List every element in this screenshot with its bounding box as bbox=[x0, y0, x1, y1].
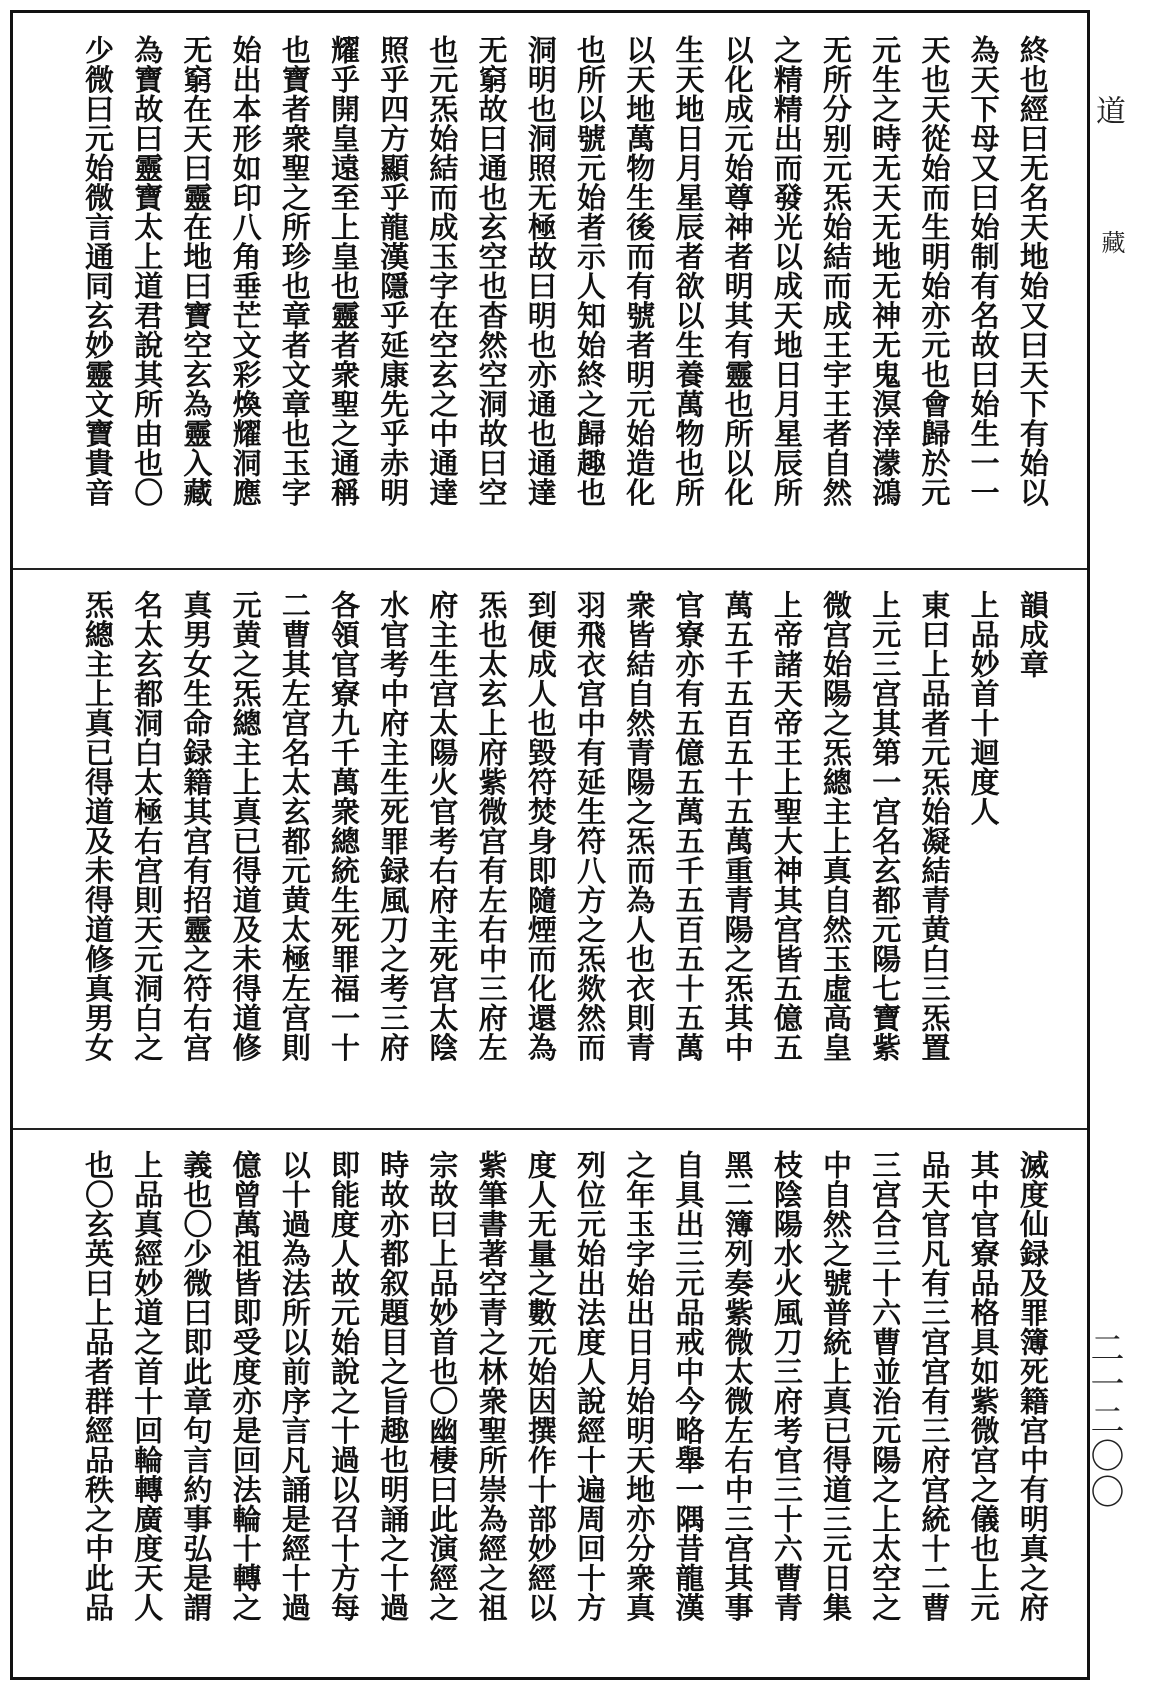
text-column: 其中官寮品格具如紫微宫之儀也上元 bbox=[966, 1150, 1001, 1622]
text-column: 紫筆書著空青之林衆聖所崇為經之祖 bbox=[474, 1150, 509, 1622]
text-column: 各領官寮九千萬衆總統生死罪福一十 bbox=[327, 590, 362, 1062]
text-band-lower bbox=[13, 1128, 1087, 1677]
text-column: 東曰上品者元炁始凝結青黄白三炁置 bbox=[917, 590, 952, 1062]
text-band-upper bbox=[13, 13, 1087, 568]
text-column: 列位元始出法度人說經十遍周回十方 bbox=[573, 1150, 608, 1622]
collection-label-dao: 道 bbox=[1090, 95, 1125, 125]
text-column: 名太玄都洞白太極右宫則天元洞白之 bbox=[130, 590, 165, 1062]
text-column: 上品妙首十迴度人 bbox=[966, 590, 1001, 826]
text-column: 以十過為法所以前序言凡誦是經十過 bbox=[277, 1150, 312, 1622]
text-column: 无窮故曰通也玄空也杳然空洞故曰空 bbox=[474, 35, 509, 507]
text-column: 也所以號元始者示人知始終之歸趣也 bbox=[573, 35, 608, 507]
text-column: 也元炁始結而成玉字在空玄之中通達 bbox=[425, 35, 460, 507]
text-column: 府主生宫太陽火官考右府主死宫太陰 bbox=[425, 590, 460, 1062]
text-column: 即能度人故元始說之十過以召十方每 bbox=[327, 1150, 362, 1622]
text-column: 洞明也洞照无極故曰明也亦通也通達 bbox=[523, 35, 558, 507]
text-column: 衆皆結自然青陽之炁而為人也衣則青 bbox=[622, 590, 657, 1062]
text-column: 品天官凡有三宫宫有三府宫統十二曹 bbox=[917, 1150, 952, 1622]
text-column: 萬五千五百五十五萬重青陽之炁其中 bbox=[720, 590, 755, 1062]
text-column: 度人无量之數元始因撰作十部妙經以 bbox=[523, 1150, 558, 1622]
text-column: 終也經曰无名天地始又曰天下有始以 bbox=[1015, 35, 1050, 507]
text-column: 上品真經妙道之首十回輪轉廣度天人 bbox=[130, 1150, 165, 1622]
text-column: 到便成人也毀符焚身即隨煙而化還為 bbox=[523, 590, 558, 1062]
text-column: 羽飛衣宫中有延生符八方之炁欻然而 bbox=[573, 590, 608, 1062]
text-column: 時故亦都叙題目之旨趣也明誦之十過 bbox=[376, 1150, 411, 1622]
text-column: 韻成章 bbox=[1015, 590, 1050, 679]
text-column: 之年玉字始出日月始明天地亦分衆真 bbox=[622, 1150, 657, 1622]
text-column: 无所分别元炁始結而成王宇王者自然 bbox=[819, 35, 854, 507]
text-column: 宗故曰上品妙首也〇幽棲曰此演經之 bbox=[425, 1150, 460, 1622]
text-column: 微宫始陽之炁總主上真自然玉虛高皇 bbox=[819, 590, 854, 1062]
text-column: 上元三宫其第一宫名玄都元陽七寶紫 bbox=[868, 590, 903, 1062]
column-group bbox=[81, 35, 1050, 548]
text-column: 生天地日月星辰者欲以生養萬物也所 bbox=[671, 35, 706, 507]
text-column: 二曹其左宫名太玄都元黄太極左宫則 bbox=[277, 590, 312, 1062]
text-column: 也〇玄英曰上品者群經品秩之中此品 bbox=[81, 1150, 115, 1622]
text-column: 少微曰元始微言通同玄妙靈文寶貴音 bbox=[81, 35, 115, 507]
text-column: 黑二簿列奏紫微太微左右中三宫其事 bbox=[720, 1150, 755, 1622]
text-column: 上帝諸天帝王上聖大神其宫皆五億五 bbox=[769, 590, 804, 1062]
collection-label-zang: 藏 bbox=[1097, 230, 1125, 254]
text-column: 真男女生命録籍其宫有招靈之符右宫 bbox=[179, 590, 214, 1062]
text-column: 三宫合三十六曹並治元陽之上太空之 bbox=[868, 1150, 903, 1622]
text-column: 滅度仙録及罪簿死籍宫中有明真之府 bbox=[1015, 1150, 1050, 1622]
page-frame bbox=[10, 10, 1090, 1680]
text-column: 元黄之炁總主上真已得道及未得道修 bbox=[228, 590, 263, 1062]
page-number: 二一二〇〇 bbox=[1084, 1330, 1124, 1510]
text-column: 炁總主上真已得道及未得道修真男女 bbox=[81, 590, 115, 1062]
text-column: 也寶者衆聖之所珍也章者文章也玉字 bbox=[277, 35, 312, 507]
text-column: 為天下母又曰始制有名故曰始生一一 bbox=[966, 35, 1001, 507]
text-column: 為寶故曰靈寶太上道君說其所由也〇 bbox=[130, 35, 165, 507]
text-column: 始出本形如印八角垂芒文彩煥耀洞應 bbox=[228, 35, 263, 507]
text-column: 億曾萬祖皆即受度亦是回法輪十轉之 bbox=[228, 1150, 263, 1622]
text-column: 枝陰陽水火風刀三府考官三十六曹青 bbox=[769, 1150, 804, 1622]
text-column: 炁也太玄上府紫微宫有左右中三府左 bbox=[474, 590, 509, 1062]
text-band-middle bbox=[13, 568, 1087, 1128]
text-column: 天也天從始而生明始亦元也會歸於元 bbox=[917, 35, 952, 507]
text-column: 水官考中府主生死罪録風刀之考三府 bbox=[376, 590, 411, 1062]
text-column: 官寮亦有五億五萬五千五百五十五萬 bbox=[671, 590, 706, 1062]
text-column: 以化成元始尊神者明其有靈也所以化 bbox=[720, 35, 755, 507]
text-column: 耀乎開皇遠至上皇也靈者衆聖之通稱 bbox=[327, 35, 362, 507]
column-group bbox=[81, 590, 1050, 1108]
text-column: 中自然之號普統上真已得道三元日集 bbox=[819, 1150, 854, 1622]
text-column: 元生之時无天无地无神无鬼溟涬濛鴻 bbox=[868, 35, 903, 507]
column-group bbox=[81, 1150, 1050, 1657]
text-column: 无窮在天曰靈在地曰寶空玄為靈入藏 bbox=[179, 35, 214, 507]
text-column: 自具出三元品戒中今略舉一隅昔龍漢 bbox=[671, 1150, 706, 1622]
text-column: 以天地萬物生後而有號者明元始造化 bbox=[622, 35, 657, 507]
text-column: 之精精出而發光以成天地日月星辰所 bbox=[769, 35, 804, 507]
text-column: 照乎四方顯乎龍漢隱乎延康先乎赤明 bbox=[376, 35, 411, 507]
text-column: 義也〇少微曰即此章句言約事弘是謂 bbox=[179, 1150, 214, 1622]
